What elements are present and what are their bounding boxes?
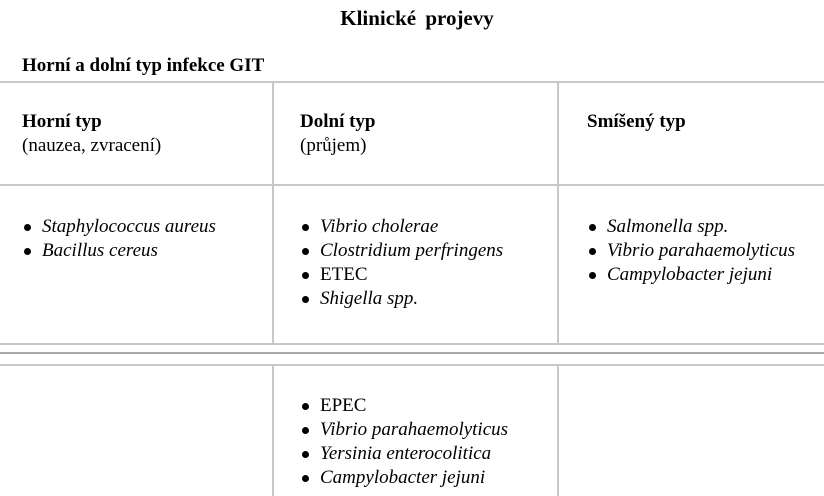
- cell-lower-type-pathogens-2: [300, 394, 508, 490]
- header-label: Horní typ: [22, 111, 102, 132]
- table-border-row1-bottom: [0, 343, 824, 345]
- header-note: (nauzea, zvracení): [22, 135, 162, 156]
- list-item: Vibrio cholerae: [300, 215, 503, 239]
- header-label: Dolní typ: [300, 111, 376, 132]
- pathogen-list: [300, 215, 503, 311]
- table-border-top: [0, 81, 824, 83]
- header-cell-upper-type: [22, 110, 161, 158]
- list-item: Campylobacter jejuni: [300, 466, 508, 490]
- header-cell-mixed-type: [587, 110, 686, 134]
- list-item: Vibrio parahaemolyticus: [300, 418, 508, 442]
- table-col-sep-1-lower: [272, 364, 274, 496]
- table-border-row-sep: [0, 184, 824, 186]
- list-item: Clostridium perfringens: [300, 239, 503, 263]
- list-item: Yersinia enterocolitica: [300, 442, 508, 466]
- cell-mixed-type-pathogens: [587, 215, 802, 287]
- list-item: EPEC: [300, 394, 508, 418]
- table-col-sep-1: [272, 81, 274, 344]
- list-item: Staphylococcus aureus: [22, 215, 216, 239]
- list-item: Salmonella spp.: [587, 215, 802, 239]
- list-item: Vibrio parahaemolyticus: [587, 239, 802, 263]
- list-item: Bacillus cereus: [22, 239, 216, 263]
- cell-lower-type-pathogens: [300, 215, 503, 311]
- table-break-line: [0, 352, 824, 354]
- header-cell-lower-type: [300, 110, 376, 158]
- table-caption: Horní a dolní typ infekce GIT: [22, 55, 265, 76]
- header-label: Smíšený typ: [587, 111, 686, 132]
- page-title: Klinické projevy: [340, 6, 494, 30]
- cell-upper-type-pathogens: [22, 215, 216, 263]
- header-note: (průjem): [300, 135, 367, 156]
- list-item: Campylobacter jejuni: [587, 263, 802, 287]
- list-item: ETEC: [300, 263, 503, 287]
- table-border-row2-top: [0, 364, 824, 366]
- pathogen-list: [587, 215, 802, 287]
- table-col-sep-2: [557, 81, 559, 344]
- pathogen-list: [300, 394, 508, 490]
- pathogen-list: [22, 215, 216, 263]
- list-item: Shigella spp.: [300, 287, 503, 311]
- table-col-sep-2-lower: [557, 364, 559, 496]
